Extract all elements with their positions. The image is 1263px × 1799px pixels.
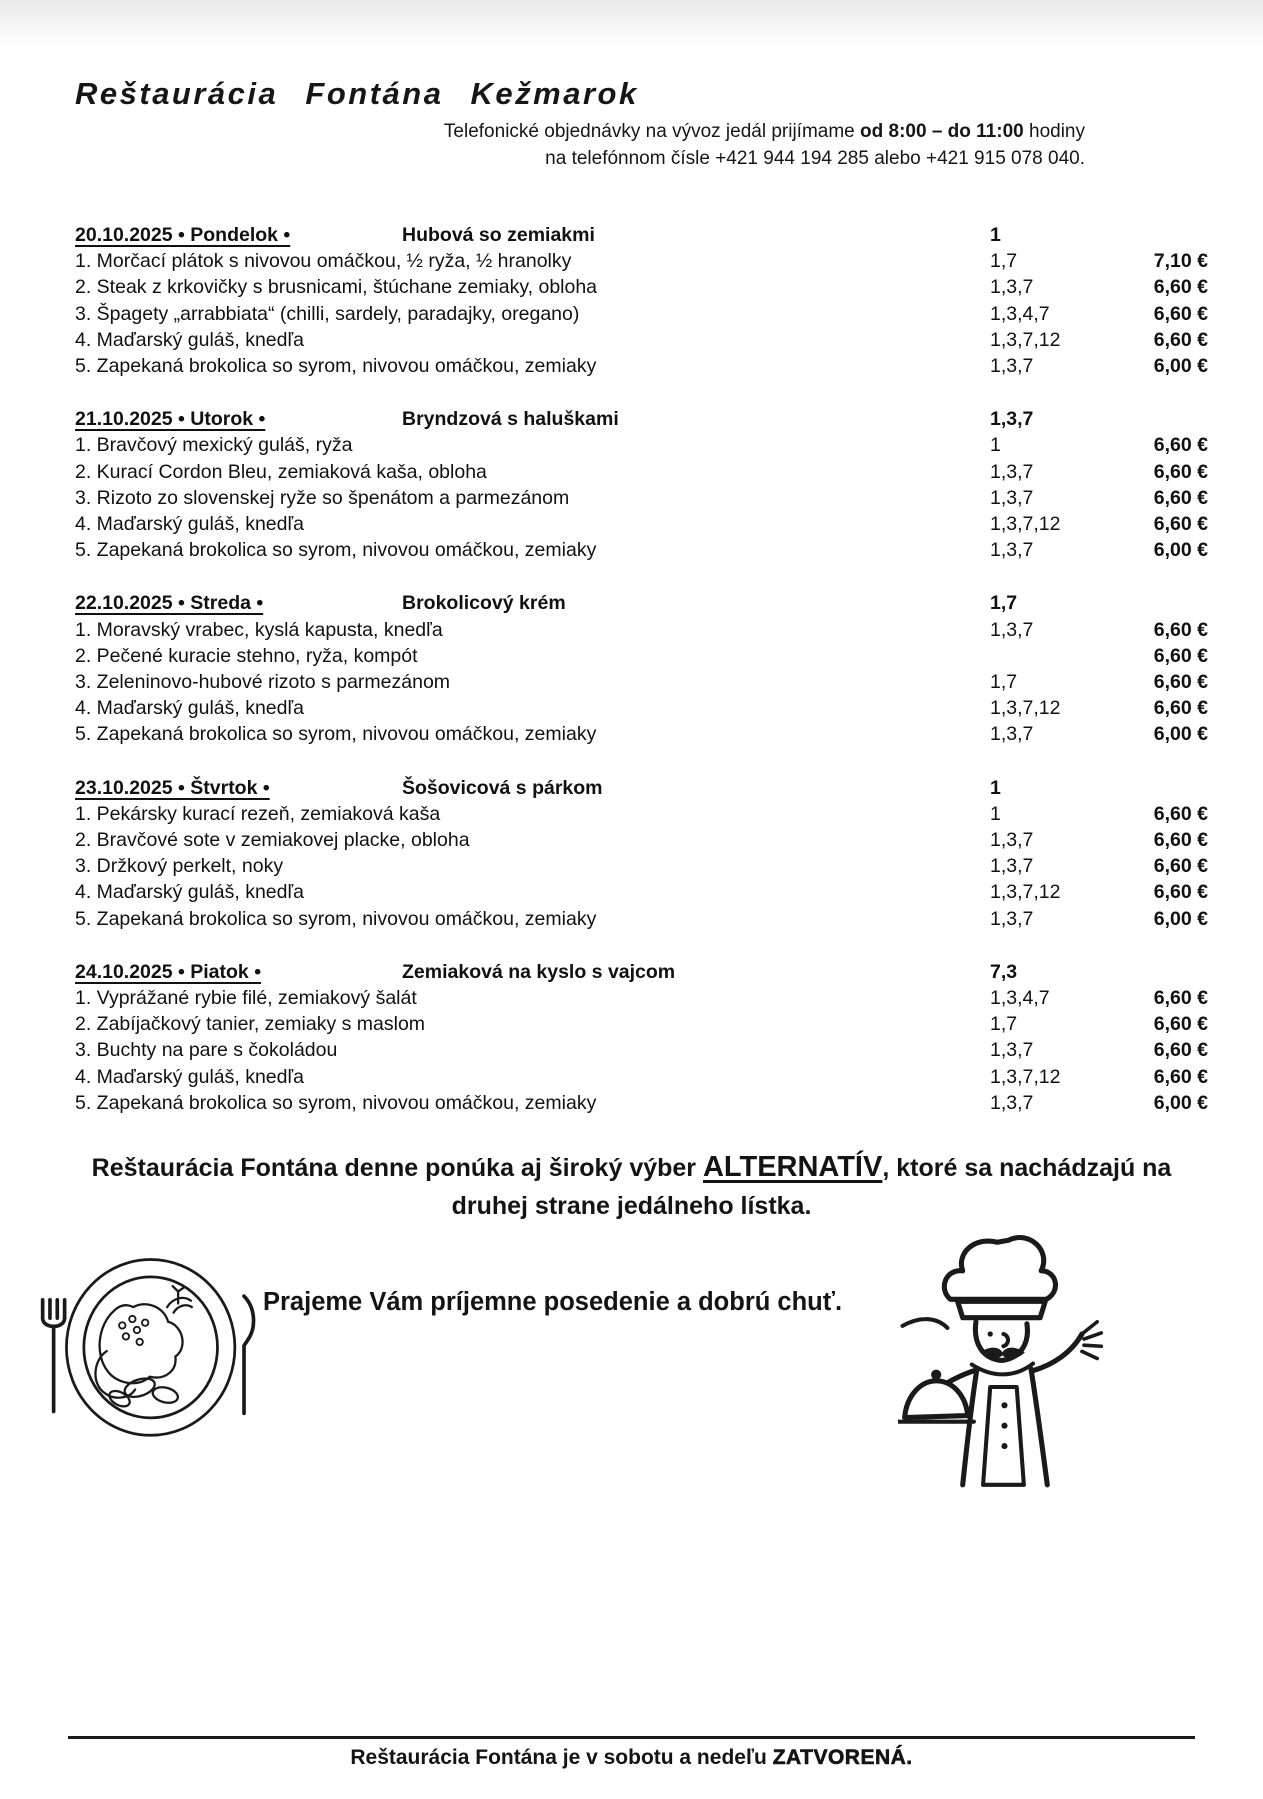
dish-name: 3. Držkový perkelt, noky — [75, 855, 284, 878]
menu-item-row — [75, 1037, 1208, 1063]
allergen-codes: 1,3,7 — [990, 1039, 1034, 1062]
alternatives-note — [75, 1148, 1188, 1225]
dish-name: 4. Maďarský guláš, knedľa — [75, 328, 305, 351]
dish-name: 1. Morčací plátok s nivovou omáčkou, ½ ryža, ½ hranolky — [75, 250, 572, 273]
allergen-codes: 1,3,7 — [990, 355, 1034, 378]
page-title: Reštaurácia Fontána Kežmarok — [75, 76, 639, 111]
dish-price: 6,60 € — [1153, 697, 1208, 720]
day-header-row — [75, 406, 1208, 432]
soup-name: Bryndzová s haluškami — [402, 408, 619, 431]
dish-name: 2. Bravčové sote v zemiakovej placke, obloha — [75, 829, 470, 852]
menu-item-row — [75, 801, 1208, 827]
dish-name: 1. Moravský vrabec, kyslá kapusta, knedľa — [75, 618, 443, 641]
allergen-codes: 1,3,7,12 — [990, 881, 1061, 904]
dish-price: 6,60 € — [1153, 802, 1208, 825]
dish-price: 6,60 € — [1153, 855, 1208, 878]
menu-item-row — [75, 459, 1208, 485]
day-section-tuesday — [75, 406, 1208, 563]
dish-price: 6,60 € — [1153, 671, 1208, 694]
menu-item-row — [75, 1090, 1208, 1116]
order-hours: od 8:00 – do 11:00 — [860, 121, 1024, 142]
dish-price: 6,00 € — [1153, 907, 1208, 930]
soup-allergens: 1,3,7 — [990, 408, 1034, 431]
menu-item-row — [75, 617, 1208, 643]
menu-item-row — [75, 274, 1208, 300]
dish-price: 6,60 € — [1153, 276, 1208, 299]
dish-price: 6,60 € — [1153, 829, 1208, 852]
menu-item-row — [75, 827, 1208, 853]
plate-with-cutlery-illustration — [28, 1232, 266, 1455]
menu-item-row — [75, 485, 1208, 511]
menu-item-row — [75, 327, 1208, 353]
allergen-codes: 1,7 — [990, 250, 1018, 273]
soup-allergens: 1 — [990, 224, 1001, 246]
menu-item-row — [75, 432, 1208, 458]
chef-with-cloche-illustration — [898, 1228, 1113, 1498]
dish-name: 1. Bravčový mexický guláš, ryža — [75, 434, 353, 457]
soup-name: Šošovicová s párkom — [402, 776, 603, 799]
contact-block — [444, 118, 1085, 172]
dish-price: 6,00 € — [1153, 539, 1208, 562]
dish-name: 3. Buchty na pare s čokoládou — [75, 1039, 338, 1062]
soup-allergens: 1 — [990, 776, 1001, 799]
dish-name: 2. Pečené kuracie stehno, ryža, kompót — [75, 644, 418, 667]
day-header-row — [75, 775, 1208, 801]
closed-notice — [68, 1736, 1195, 1770]
day-section-wednesday — [75, 590, 1208, 747]
weekly-menu — [75, 222, 1208, 1143]
menu-item-row — [75, 879, 1208, 905]
dish-price: 6,00 € — [1153, 723, 1208, 746]
allergen-codes: 1,7 — [990, 671, 1018, 694]
dish-name: 2. Kurací Cordon Bleu, zemiaková kaša, obloha — [75, 460, 487, 483]
allergen-codes: 1,3,7 — [990, 486, 1034, 509]
dish-price: 6,60 € — [1153, 1013, 1208, 1036]
day-date-label: 20.10.2025 • Pondelok • — [75, 224, 291, 246]
phone-numbers-line: na telefónnom čísle +421 944 194 285 alebo +421 915 078 040. — [545, 148, 1085, 169]
dish-name: 3. Zeleninovo-hubové rizoto s parmezánom — [75, 671, 451, 694]
menu-item-row — [75, 721, 1208, 747]
wish-text: Prajeme Vám príjemne posedenie a dobrú chuť. — [263, 1288, 843, 1316]
menu-item-row — [75, 853, 1208, 879]
allergen-codes: 1,3,7 — [990, 539, 1034, 562]
dish-name: 3. Rizoto zo slovenskej ryže so špenátom a parmezánom — [75, 486, 570, 509]
day-header-row — [75, 959, 1208, 985]
allergen-codes: 1,3,7 — [990, 907, 1034, 930]
dish-price: 6,60 € — [1153, 302, 1208, 325]
soup-allergens: 1,7 — [990, 592, 1018, 615]
alternatives-prefix: Reštaurácia Fontána denne ponúka aj široký výber — [91, 1154, 703, 1182]
phone-orders-line — [444, 118, 1085, 145]
menu-item-row — [75, 1011, 1208, 1037]
day-header-row — [75, 590, 1208, 616]
menu-item-row — [75, 669, 1208, 695]
alternatives-suffix: , ktoré sa nachádzajú na druhej strane jedálneho lístka. — [451, 1154, 1172, 1220]
day-date-label: 23.10.2025 • Štvrtok • — [75, 776, 270, 799]
dish-price: 6,00 € — [1153, 1091, 1208, 1114]
day-section-friday — [75, 959, 1208, 1116]
dish-name: 3. Špagety „arrabbiata“ (chilli, sardely, paradajky, oregano) — [75, 302, 580, 325]
menu-item-row — [75, 643, 1208, 669]
menu-item-row — [75, 695, 1208, 721]
dish-name: 1. Vyprážané rybie filé, zemiakový šalát — [75, 987, 417, 1010]
dish-name: 4. Maďarský guláš, knedľa — [75, 513, 305, 536]
day-date-label: 21.10.2025 • Utorok • — [75, 408, 266, 431]
dish-price: 6,60 € — [1153, 1039, 1208, 1062]
menu-item-row — [75, 301, 1208, 327]
allergen-codes: 1,3,7,12 — [990, 1065, 1061, 1088]
allergen-codes: 1,7 — [990, 1013, 1018, 1036]
dish-name: 4. Maďarský guláš, knedľa — [75, 1065, 305, 1088]
menu-item-row — [75, 248, 1208, 274]
allergen-codes: 1,3,4,7 — [990, 302, 1050, 325]
dish-name: 2. Steak z krkovičky s brusnicami, štúchane zemiaky, obloha — [75, 276, 598, 299]
dish-price: 6,60 € — [1153, 513, 1208, 536]
allergen-codes: 1,3,7 — [990, 460, 1034, 483]
dish-price: 6,60 € — [1153, 618, 1208, 641]
order-hours-suffix: hodiny — [1023, 121, 1085, 142]
dish-price: 6,60 € — [1153, 460, 1208, 483]
day-header-row — [75, 222, 1208, 248]
dish-price: 6,60 € — [1153, 881, 1208, 904]
phone-orders-text: Telefonické objednávky na vývoz jedál prijímame — [443, 121, 861, 142]
soup-name: Hubová so zemiakmi — [402, 224, 595, 246]
dish-price: 6,60 € — [1153, 1065, 1208, 1088]
closed-word: ZATVORENÁ. — [772, 1746, 913, 1769]
dish-name: 2. Zabíjačkový tanier, zemiaky s maslom — [75, 1013, 426, 1036]
menu-item-row — [75, 1064, 1208, 1090]
day-date-label: 22.10.2025 • Streda • — [75, 592, 264, 615]
day-section-thursday — [75, 775, 1208, 932]
allergen-codes: 1 — [990, 434, 1001, 457]
dish-price: 6,60 € — [1153, 434, 1208, 457]
dish-name: 5. Zapekaná brokolica so syrom, nivovou omáčkou, zemiaky — [75, 723, 597, 746]
allergen-codes: 1,3,7 — [990, 618, 1034, 641]
menu-item-row — [75, 906, 1208, 932]
allergen-codes: 1 — [990, 802, 1001, 825]
dish-price: 6,60 € — [1153, 328, 1208, 351]
dish-name: 5. Zapekaná brokolica so syrom, nivovou omáčkou, zemiaky — [75, 355, 597, 378]
dish-price: 7,10 € — [1153, 250, 1208, 273]
menu-item-row — [75, 985, 1208, 1011]
dish-name: 5. Zapekaná brokolica so syrom, nivovou omáčkou, zemiaky — [75, 539, 597, 562]
allergen-codes: 1,3,7,12 — [990, 513, 1061, 536]
menu-item-row — [75, 537, 1208, 563]
dish-name: 5. Zapekaná brokolica so syrom, nivovou omáčkou, zemiaky — [75, 907, 597, 930]
allergen-codes: 1,3,7,12 — [990, 697, 1061, 720]
allergen-codes: 1,3,7 — [990, 723, 1034, 746]
allergen-codes: 1,3,7 — [990, 829, 1034, 852]
dish-price: 6,60 € — [1153, 644, 1208, 667]
allergen-codes: 1,3,7,12 — [990, 328, 1061, 351]
dish-name: 5. Zapekaná brokolica so syrom, nivovou omáčkou, zemiaky — [75, 1091, 597, 1114]
soup-name: Zemiaková na kyslo s vajcom — [402, 960, 676, 983]
dish-name: 4. Maďarský guláš, knedľa — [75, 881, 305, 904]
allergen-codes: 1,3,7 — [990, 1091, 1034, 1114]
dish-price: 6,60 € — [1153, 987, 1208, 1010]
dish-price: 6,00 € — [1153, 355, 1208, 378]
menu-item-row — [75, 353, 1208, 379]
day-date-label: 24.10.2025 • Piatok • — [75, 960, 262, 983]
allergen-codes: 1,3,7 — [990, 276, 1034, 299]
dish-name: 4. Maďarský guláš, knedľa — [75, 697, 305, 720]
closed-notice-text: Reštaurácia Fontána je v sobotu a nedeľu — [350, 1746, 773, 1769]
allergen-codes: 1,3,4,7 — [990, 987, 1050, 1010]
dish-name: 1. Pekársky kurací rezeň, zemiaková kaša — [75, 802, 441, 825]
soup-name: Brokolicový krém — [402, 592, 566, 615]
allergen-codes: 1,3,7 — [990, 855, 1034, 878]
menu-item-row — [75, 511, 1208, 537]
soup-allergens: 7,3 — [990, 960, 1018, 983]
dish-price: 6,60 € — [1153, 486, 1208, 509]
alternatives-highlight: ALTERNATÍV — [702, 1151, 883, 1183]
day-section-monday — [75, 222, 1208, 379]
